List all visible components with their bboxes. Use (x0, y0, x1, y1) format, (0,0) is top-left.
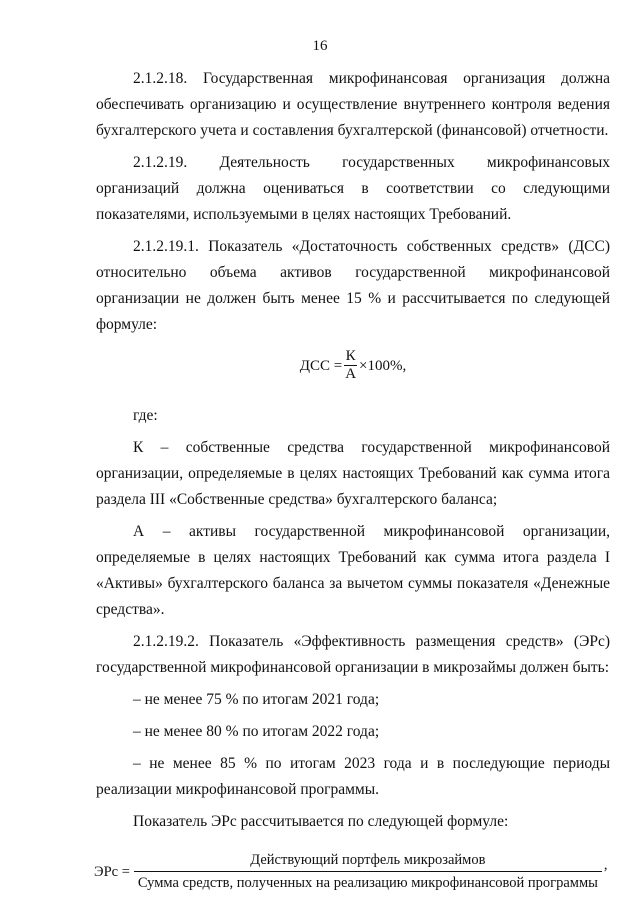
formula-dss-lhs: ДСС = (299, 357, 343, 374)
formula-dss-denominator: А (345, 366, 357, 382)
paragraph-2-1-2-18: 2.1.2.18. Государственная микрофинансовая организация должна обеспечивать организацию и осуществление внутреннего контроля ведения бухгалтерского учета и составления бухгалтерской (финансовой) отчетности. (96, 70, 610, 139)
where-label: где: (133, 407, 158, 424)
definition-k: К – собственные средства государственной микрофинансовой организации, определяемые в целях настоящих Требований как сумма итога раздела III «Собственные средства» бухгалтерского баланса; (96, 439, 610, 508)
document-body (96, 66, 610, 894)
formula-dss-numerator: К (345, 348, 356, 364)
formula-ers-comma: , (603, 856, 608, 873)
bullet-2022: – не менее 80 % по итогам 2022 года; (133, 723, 380, 740)
formula-ers (94, 849, 610, 894)
formula-dss-rhs: ×100%, (359, 357, 407, 374)
definition-a: А – активы государственной микрофинансовой организации, определяемые в целях настоящих Требований как сумма итога раздела I «Активы» бухгалтерского баланса за вычетом суммы показателя «Денежные средства». (96, 523, 610, 618)
bullet-2023: – не менее 85 % по итогам 2023 года и в последующие периоды реализации микрофинансовой программы. (96, 755, 610, 798)
formula-ers-lhs: ЭРс = (94, 863, 130, 880)
formula-ers-denominator: Сумма средств, полученных на реализацию микрофинансовой программы (134, 871, 602, 894)
paragraph-ers-formula-intro: Показатель ЭРс рассчитывается по следующей формуле: (133, 813, 509, 830)
paragraph-2-1-2-19: 2.1.2.19. Деятельность государственных микрофинансовых организаций должна оцениваться в соответствии со следующими показателями, используемыми в целях настоящих Требований. (96, 154, 610, 223)
paragraph-2-1-2-19-2: 2.1.2.19.2. Показатель «Эффективность размещения средств» (ЭРс) государственной микрофинансовой организации в микрозаймы должен быть: (96, 633, 610, 676)
paragraph-2-1-2-19-1: 2.1.2.19.1. Показатель «Достаточность собственных средств» (ДСС) относительно объема активов государственной микрофинансовой организации не должен быть менее 15 % и рассчитывается по следующей формуле: (96, 238, 610, 333)
formula-ers-numerator: Действующий портфель микрозаймов (250, 852, 486, 868)
formula-ers-fraction (134, 849, 602, 894)
formula-dss (96, 348, 610, 383)
formula-dss-fraction (344, 348, 357, 383)
bullet-2021: – не менее 75 % по итогам 2021 года; (133, 691, 380, 708)
page-number: 16 (312, 38, 328, 54)
